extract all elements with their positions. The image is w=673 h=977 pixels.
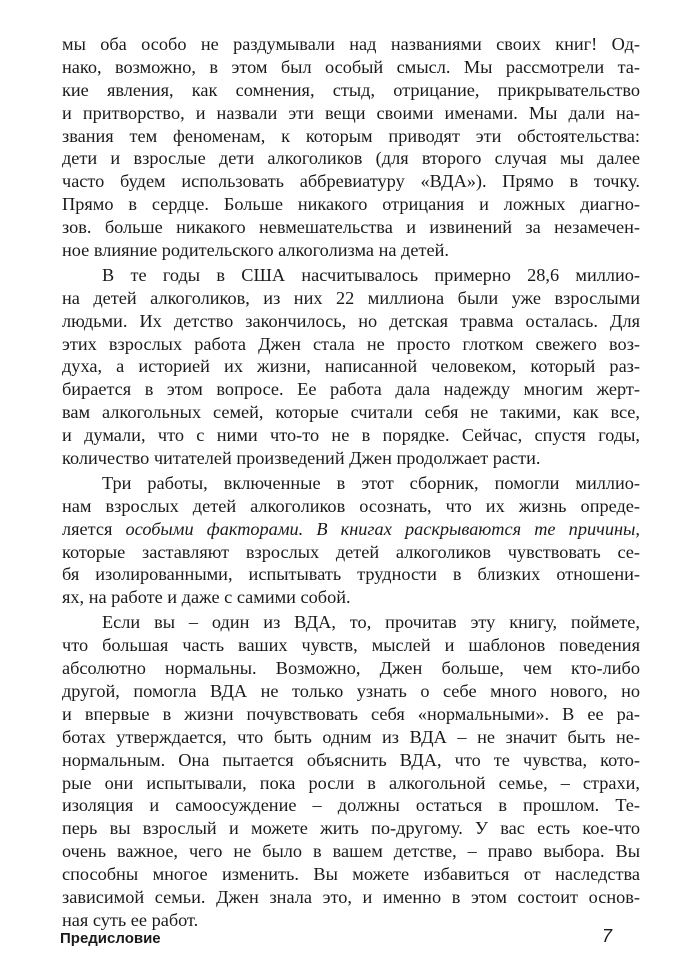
italic-emphasis: особыми факторами. В книгах раскрываются те причины,: [112, 518, 640, 539]
text-line: мы оба особо не раздумывали над названиями своих книг! Од-: [62, 34, 640, 54]
text-line: и думали, что с ними что-то не в порядке. Сейчас, спустя годы,: [62, 425, 640, 446]
text-line: и притворство, и назвали эти вещи своими именами. Мы дали на-: [62, 102, 640, 123]
text-line: людьми. Их детство закончилось, но детская травма осталась. Для: [62, 310, 640, 331]
text-line: ная суть ее работ.: [62, 909, 199, 930]
text-line: нам взрослых детей алкоголиков осознать, что их жизнь опреде-: [62, 495, 640, 516]
text-line: В те годы в США насчитывалось примерно 28,6 миллио-: [102, 264, 640, 285]
text-line: другой, помогла ВДА не только узнать о себе много нового, но: [62, 680, 640, 701]
running-footer-section-title: Предисловие: [60, 930, 161, 947]
text-line: этих взрослых работа Джен стала не просто глотком свежего воз-: [62, 333, 640, 354]
text-line: Прямо в сердце. Больше никакого отрицания и ложных диагно-: [62, 194, 640, 215]
text-line: абсолютно нормальны. Возможно, Джен больше, чем кто-либо: [62, 658, 640, 679]
paragraph-4: [62, 611, 640, 931]
text-line: на детей алкоголиков, из них 22 миллиона были уже взрослыми: [62, 287, 640, 308]
paragraph-1: [62, 33, 640, 262]
text-line: изоляция и самоосуждение – должны остаться в прошлом. Те-: [62, 795, 640, 816]
text-line: и впервые в жизни почувствовать себя «нормальными». В ее ра-: [62, 703, 640, 724]
text-line: вам алкогольных семей, которые считали себя не такими, как все,: [62, 402, 640, 423]
text-line: нормальным. Она пытается объяснить ВДА, что те чувства, кото-: [62, 749, 640, 770]
text-line: зависимой семьи. Джен знала это, и именно в этом состоит основ-: [62, 886, 640, 907]
text-line: способны многое изменить. Вы можете избавиться от наследства: [62, 864, 640, 885]
text-line: духа, а историей их жизни, написанной человеком, который раз-: [62, 356, 640, 377]
text-line: Если вы – один из ВДА, то, прочитав эту книгу, поймете,: [102, 612, 640, 633]
body-text: [62, 33, 640, 932]
text-line: количество читателей произведений Джен продолжает расти.: [62, 448, 541, 469]
text-line: бя изолированными, испытывать трудности в близких отношени-: [62, 564, 640, 585]
text-line: [62, 518, 640, 541]
text-line: ботах утверждается, что быть одним из ВДА – не значит быть не-: [62, 726, 640, 747]
text-line: дети и взрослые дети алкоголиков (для второго случая мы далее: [62, 148, 640, 169]
text-line: звания тем феноменам, к которым приводят эти обстоятельства:: [62, 125, 640, 146]
text-line: кие явления, как сомнения, стыд, отрицание, прикрывательство: [62, 79, 640, 100]
text-line: что большая часть ваших чувств, мыслей и шаблонов поведения: [62, 635, 640, 656]
text-line: ях, на работе и даже с самими собой.: [62, 587, 351, 608]
paragraph-3: [62, 472, 640, 609]
text-line: перь вы взрослый и можете жить по-другому. У вас есть кое-что: [62, 818, 640, 839]
text-line: нако, возможно, в этом был особый смысл. Мы рассмотрели та-: [62, 56, 640, 77]
text-line: которые заставляют взрослых детей алкоголиков чувствовать се-: [62, 541, 640, 562]
text-line: зов. больше никакого невмешательства и извинений за незамечен-: [62, 217, 640, 238]
page-number: 7: [602, 926, 613, 946]
text-line: бирается в этом вопросе. Ее работа дала надежду многим жерт-: [62, 379, 640, 400]
text-segment: ляется: [62, 518, 113, 539]
text-line: ное влияние родительского алкоголизма на детей.: [62, 240, 449, 261]
text-line: часто будем использовать аббревиатуру «ВДА»). Прямо в точку.: [62, 171, 640, 192]
text-line: Три работы, включенные в этот сборник, помогли миллио-: [102, 472, 640, 493]
text-line: рые они испытывали, пока росли в алкогольной семье, – страхи,: [62, 772, 640, 793]
paragraph-2: [62, 264, 640, 470]
text-line: очень важное, чего не было в вашем детстве, – право выбора. Вы: [62, 841, 640, 862]
